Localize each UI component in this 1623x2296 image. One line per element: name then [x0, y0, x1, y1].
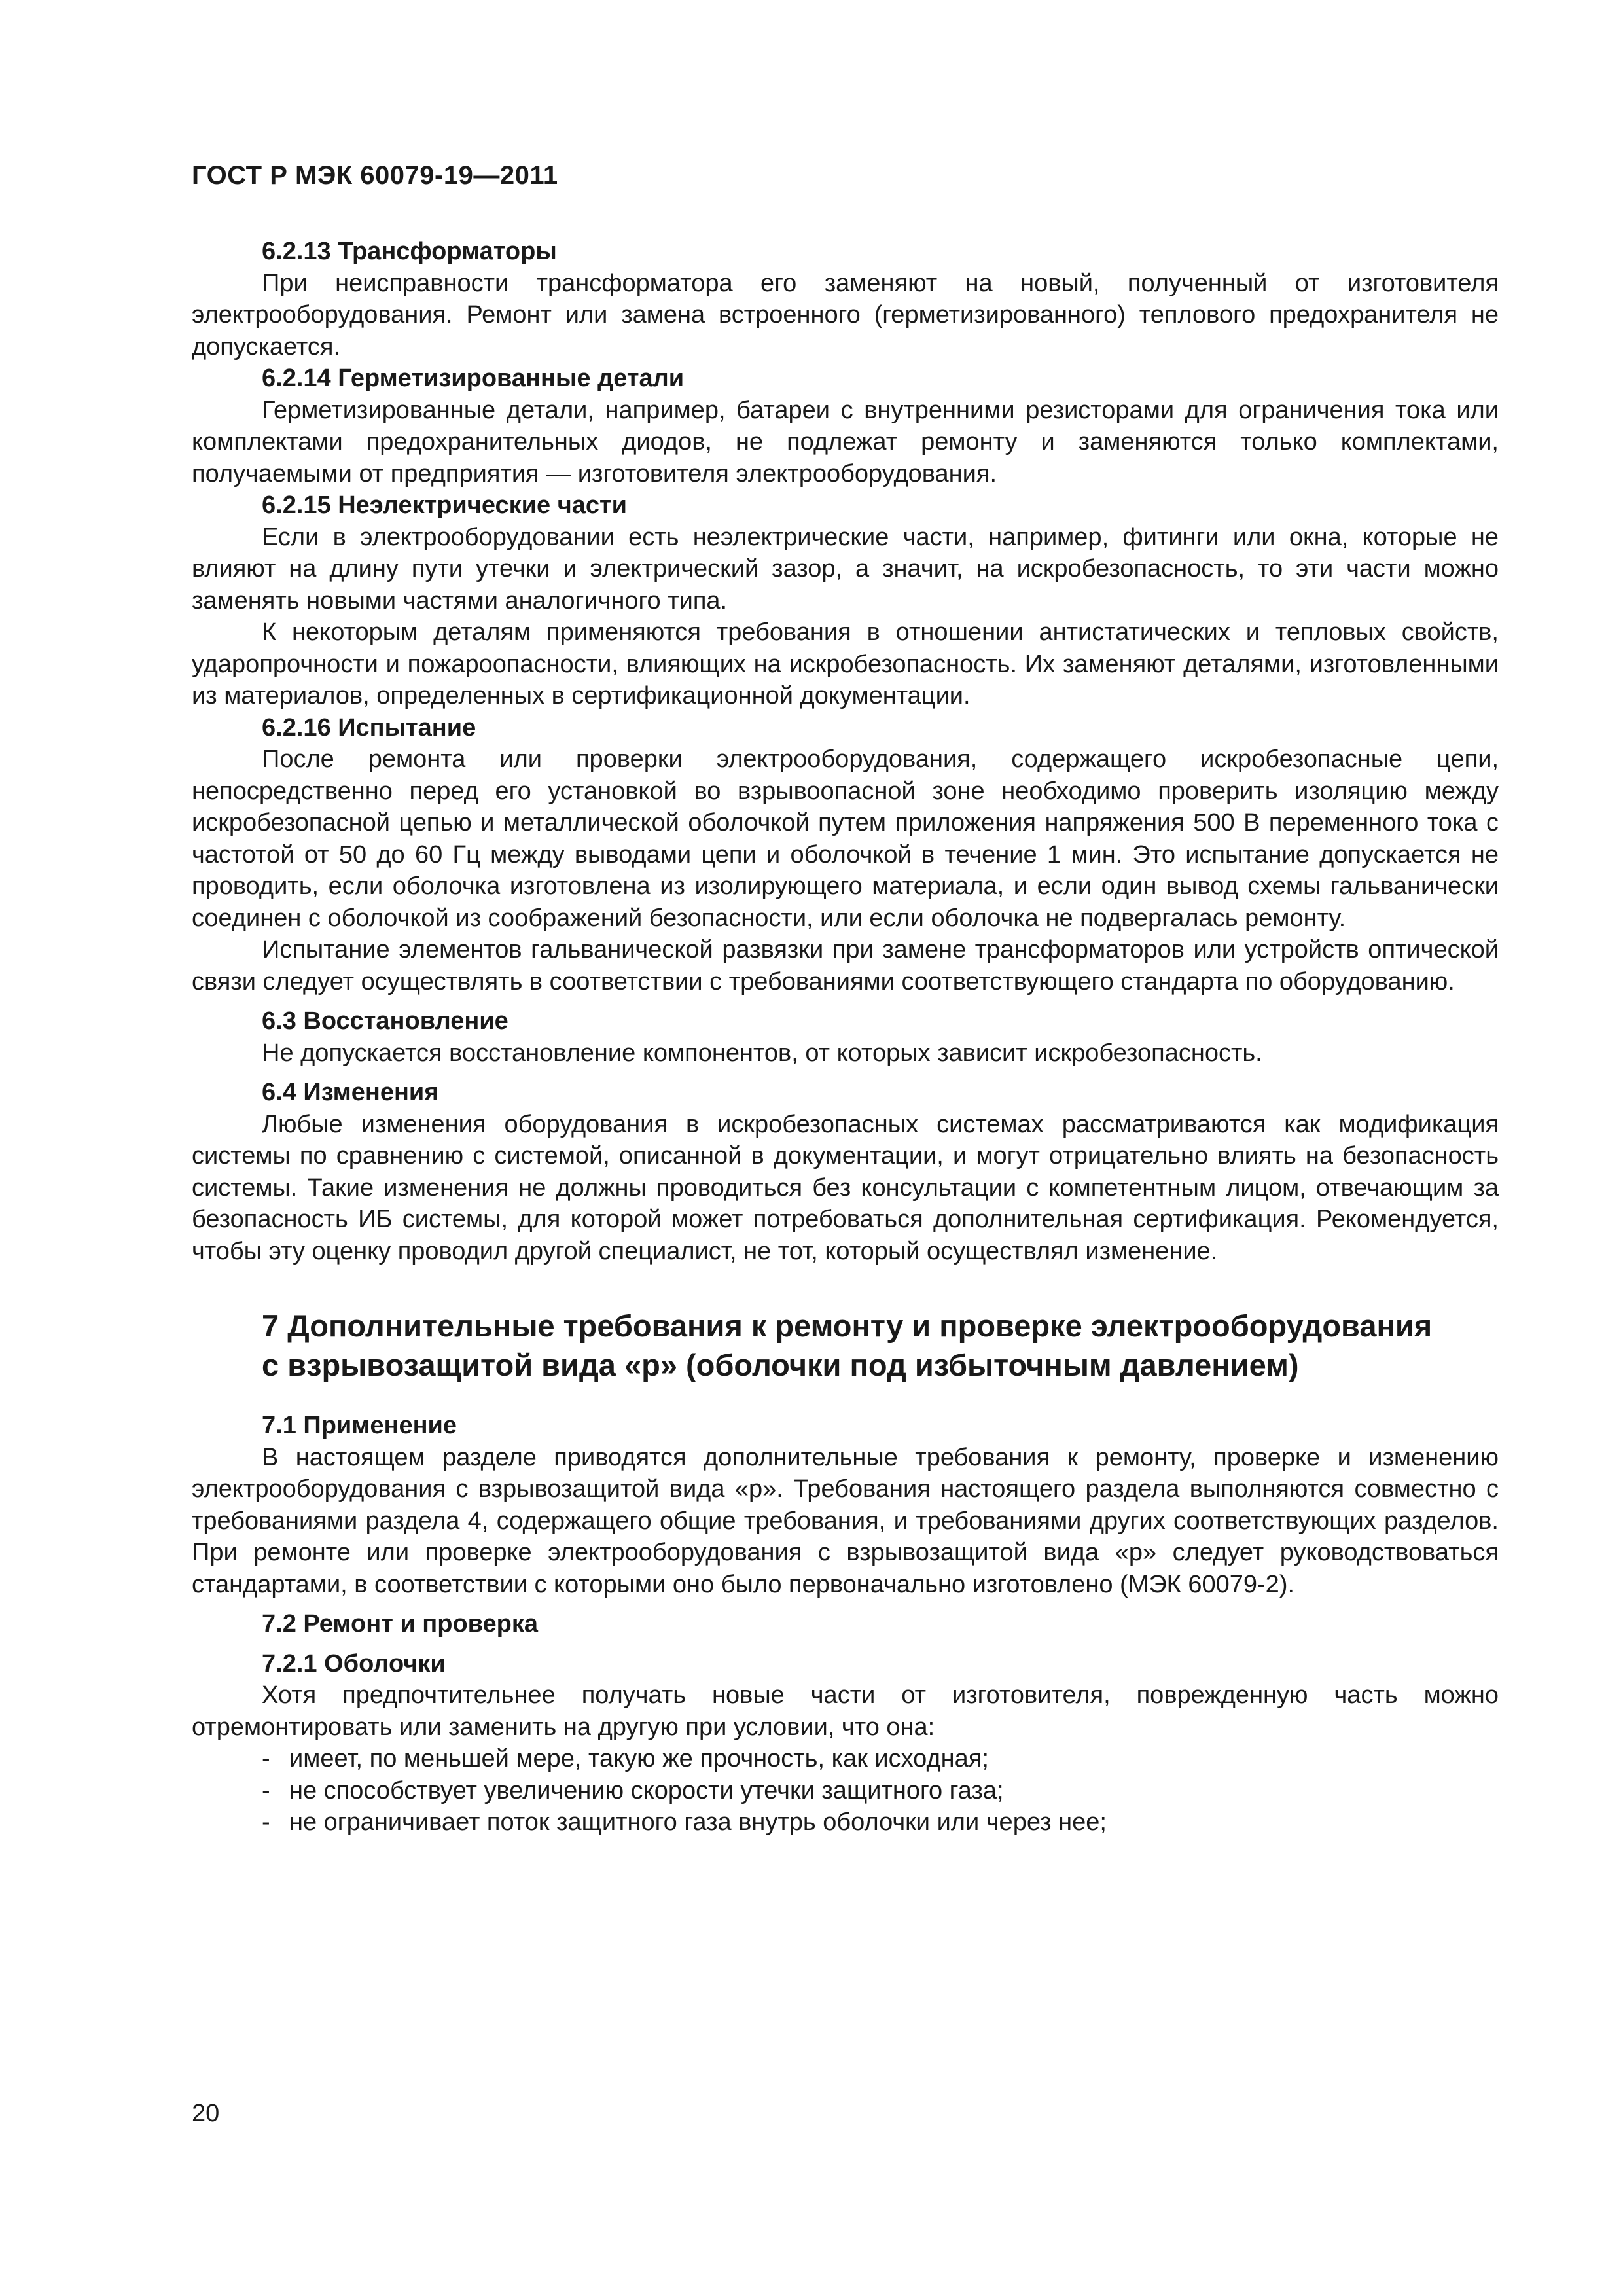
section-7-title-line2: с взрывозащитой вида «р» (оболочки под избыточным давлением)	[262, 1348, 1299, 1382]
paragraph: Хотя предпочтительнее получать новые части от изготовителя, поврежденную часть можно отремонтировать или заменить на другую при условии, что она:	[192, 1681, 1499, 1741]
paragraph: Любые изменения оборудования в искробезопасных системах рассматриваются как модификация системы по сравнению с системой, описанной в документации, и могут отрицательно влиять на безопасность системы. Такие изменения не должны проводиться без консультации с компетентным лицом, отвечающим за безопасность ИБ системы, для которой может потребоваться дополнительная сертификация. Рекомендуется, чтобы эту оценку проводил другой специалист, не тот, который осуществлял изменение.	[192, 1110, 1499, 1265]
heading-6-2-15: 6.2.15 Неэлектрические части	[262, 492, 627, 519]
heading-6-3: 6.3 Восстановление	[262, 1007, 508, 1035]
paragraph: Если в электрооборудовании есть неэлектрические части, например, фитинги или окна, которые не влияют на длину пути утечки и электрический зазор, а значит, на искробезопасность, то эти части можно заменять новыми частями аналогичного типа.	[192, 523, 1499, 615]
paragraph: Герметизированные детали, например, батареи с внутренними резисторами для ограничения тока или комплектами предохранительных диодов, не подлежат ремонту и заменяются только комплектами, получаемыми от предприятия — изготовителя электрооборудования.	[192, 396, 1499, 488]
heading-7-1: 7.1 Применение	[262, 1412, 457, 1439]
heading-6-4: 6.4 Изменения	[262, 1079, 439, 1106]
paragraph: Испытание элементов гальванической развязки при замене трансформаторов или устройств оптической связи следует осуществлять в соответствии с требованиями соответствующего стандарта по оборудованию.	[192, 936, 1499, 996]
paragraph: В настоящем разделе приводятся дополнительные требования к ремонту, проверке и изменению электрооборудования с взрывозащитой вида «р». Требования настоящего раздела выполняются совместно с требованиями раздела 4, содержащего общие требования, и требованиями других соответствующих разделов. При ремонте или проверке электрооборудования с взрывозащитой вида «р» следует руководствоваться стандартами, в соответствии с которыми оно было первоначально изготовлено (МЭК 60079-2).	[192, 1443, 1499, 1598]
paragraph: При неисправности трансформатора его заменяют на новый, полученный от изготовителя электрооборудования. Ремонт или замена встроенного (герметизированного) теплового предохранителя не допускается.	[192, 269, 1499, 361]
paragraph: После ремонта или проверки электрооборудования, содержащего искробезопасные цепи, непосредственно перед его установкой во взрывоопасной зоне необходимо проверить изоляцию между искробезопасной цепью и металлической оболочкой путем приложения напряжения 500 В переменного тока с частотой от 50 до 60 Гц между выводами цепи и оболочкой в течение 1 мин. Это испытание допускается не проводить, если оболочка изготовлена из изолирующего материала, и если один вывод схемы гальванически соединен с оболочкой из соображений безопасности, или если оболочка не подвергалась ремонту.	[192, 745, 1499, 932]
paragraph: К некоторым деталям применяются требования в отношении антистатических и тепловых свойств, ударопрочности и пожароопасности, влияющих на искробезопасность. Их заменяют деталями, изготовленными из материалов, определенных в сертификационной документации.	[192, 619, 1499, 709]
list-item: - имеет, по меньшей мере, такую же прочность, как исходная;	[262, 1743, 1499, 1775]
section-7-title	[192, 1306, 1499, 1385]
heading-6-2-13: 6.2.13 Трансформаторы	[262, 238, 557, 265]
list-item: - не способствует увеличению скорости утечки защитного газа;	[262, 1775, 1499, 1807]
section-7-title-line1: 7 Дополнительные требования к ремонту и проверке электрооборудования	[262, 1308, 1433, 1343]
paragraph: Не допускается восстановление компонентов, от которых зависит искробезопасность.	[262, 1039, 1262, 1067]
page-number: 20	[192, 2100, 220, 2127]
standard-header: ГОСТ Р МЭК 60079-19—2011	[192, 161, 558, 190]
list-item: - не ограничивает поток защитного газа внутрь оболочки или через нее;	[262, 1806, 1499, 1839]
heading-7-2-1: 7.2.1 Оболочки	[262, 1649, 446, 1677]
heading-6-2-16: 6.2.16 Испытание	[262, 713, 476, 742]
document-body	[192, 236, 1499, 1839]
heading-7-2: 7.2 Ремонт и проверка	[262, 1610, 539, 1638]
heading-6-2-14: 6.2.14 Герметизированные детали	[262, 365, 685, 392]
requirements-list	[192, 1743, 1499, 1839]
